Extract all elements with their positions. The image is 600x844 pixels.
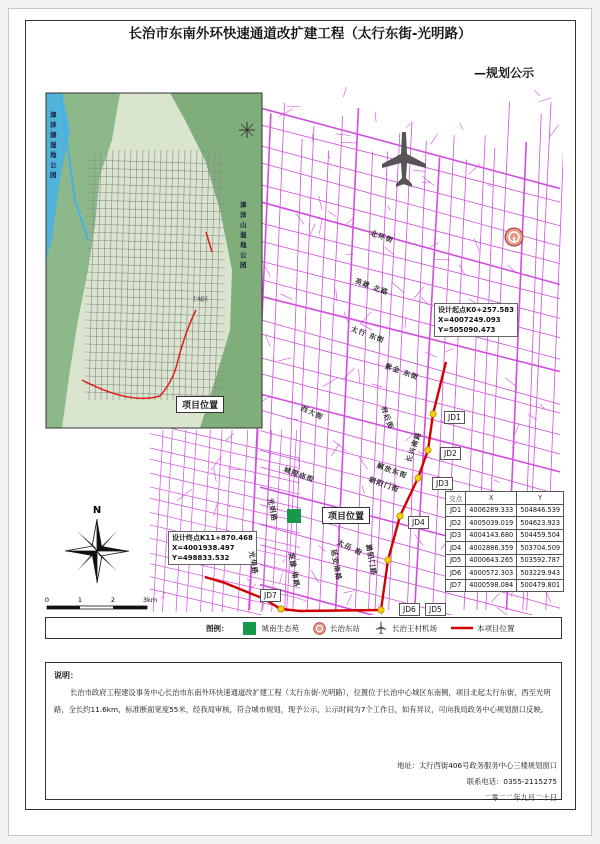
- table-cell: 4000643.265: [466, 554, 517, 567]
- inset-mountain-label: 漳泽山湿地公园: [240, 201, 247, 269]
- table-cell: 4002886.359: [466, 542, 517, 555]
- scale-label-1: 1: [77, 596, 83, 604]
- road-label: 西大街: [299, 404, 325, 422]
- table-cell: JD7: [446, 579, 466, 592]
- scale-label-0: 0: [44, 596, 50, 604]
- map-legend: [45, 617, 562, 639]
- table-cell: 4006289.333: [466, 504, 517, 517]
- airplane-icon: [374, 621, 388, 635]
- table-cell: 503229.943: [517, 567, 564, 580]
- project-location-tag: 项目位置: [322, 507, 370, 524]
- table-cell: JD2: [446, 517, 466, 530]
- scale-label-3: 3km: [142, 596, 158, 604]
- table-cell: JD4: [446, 542, 466, 555]
- table-cell: 504459.504: [517, 529, 564, 542]
- page-title: 长治市东南外环快速通道改扩建工程（太行东街-光明路）: [128, 26, 472, 42]
- inset-district-label: 主城区: [192, 297, 209, 303]
- inset-project-location-tag: 项目位置: [176, 396, 224, 413]
- notes-phone: 联系电话：0355-2115275: [466, 777, 557, 786]
- table-cell: JD1: [446, 504, 466, 517]
- notes-date: 二零二二年九月二十日: [484, 793, 557, 802]
- inset-compass-icon: [239, 122, 255, 138]
- road-label: 光华路: [246, 550, 260, 576]
- road-label: 朝阳门街: [367, 475, 401, 495]
- table-cell: 503592.787: [517, 554, 564, 567]
- jd6-label: JD6: [399, 603, 420, 616]
- jd-point: [430, 411, 436, 417]
- road-label: 英雄 南路: [286, 551, 301, 589]
- end-point-callout: 设计终点K11+870.468 X=4001938.497 Y=498833.532: [168, 531, 257, 565]
- col-header: Y: [517, 492, 564, 505]
- north-label: N: [92, 505, 102, 516]
- road-label: 延安南路: [329, 548, 343, 582]
- legend-item-route: 本项目位置: [451, 623, 515, 634]
- legend-title: 图例：: [206, 623, 229, 633]
- scale-bar: [47, 606, 147, 609]
- inset-wetland-label: 漳泽湖湿地公园: [50, 111, 57, 179]
- jd-point: [397, 513, 403, 519]
- table-cell: 4000572.303: [466, 567, 517, 580]
- table-row: [446, 579, 564, 592]
- road-label: 长兴南路: [404, 430, 424, 464]
- road-label: 潞阳门路: [364, 543, 378, 577]
- railway-station-icon: [313, 622, 326, 635]
- jd-point: [385, 557, 391, 563]
- table-cell: JD3: [446, 529, 466, 542]
- jd3-label: JD3: [432, 477, 453, 490]
- table-row: [446, 567, 564, 580]
- jd-point: [378, 607, 384, 613]
- legend-item-eco-park: 城南生态苑: [243, 622, 300, 635]
- page-subtitle: —规划公示: [473, 66, 534, 80]
- road-label: 光明路: [265, 497, 279, 523]
- table-cell: 504623.923: [517, 517, 564, 530]
- road-label: 太行 东街: [349, 325, 386, 345]
- jd-point: [415, 475, 421, 481]
- road-label: 府后街: [379, 405, 395, 431]
- road-label: 北环街: [369, 229, 395, 245]
- table-cell: 503704.509: [517, 542, 564, 555]
- table-row: [446, 542, 564, 555]
- notes-address: 地址：太行西街406号政务服务中心三楼规划窗口: [397, 761, 557, 770]
- jd2-label: JD2: [440, 447, 461, 460]
- start-point-callout: 设计起点K0+257.583 X=4007249.093 Y=505090.473: [434, 303, 518, 337]
- road-label: 紫金 东街: [383, 362, 420, 382]
- green-square-icon: [243, 622, 256, 635]
- road-label: 城隍庙街: [282, 465, 316, 485]
- table-cell: 4000598.084: [466, 579, 517, 592]
- jd-point: [425, 447, 431, 453]
- table-row: [446, 517, 564, 530]
- jd-point: [278, 606, 284, 612]
- railway-station-icon: [505, 228, 523, 246]
- table-row: [446, 554, 564, 567]
- legend-item-station: 长治东站: [313, 622, 360, 635]
- table-cell: 500479.801: [517, 579, 564, 592]
- table-cell: 4005039.019: [466, 517, 517, 530]
- table-cell: 4004143.680: [466, 529, 517, 542]
- inset-map: [46, 93, 262, 428]
- legend-item-airport: 长治王村机场: [374, 621, 437, 635]
- table-row: [446, 504, 564, 517]
- red-line-icon: [451, 625, 473, 631]
- road-label: 解放东街: [375, 461, 409, 481]
- jd1-label: JD1: [444, 411, 465, 424]
- road-label: 太岳 街: [335, 538, 364, 558]
- table-row: [446, 529, 564, 542]
- scale-label-2: 2: [110, 596, 116, 604]
- jd5-label: JD5: [425, 603, 446, 616]
- notes-heading: 说明：: [54, 671, 78, 680]
- col-header: X: [466, 492, 517, 505]
- table-cell: JD6: [446, 567, 466, 580]
- eco-park-marker: [287, 509, 301, 523]
- coordinate-table: [445, 491, 564, 592]
- col-header: 交点: [446, 492, 466, 505]
- table-cell: 504846.539: [517, 504, 564, 517]
- jd4-label: JD4: [408, 516, 429, 529]
- notes-panel: [45, 662, 562, 800]
- notes-body: 长治市政府工程建设事务中心长治市东南外环快速通道改扩建工程（太行东街-光明路），位置位于长治中心城区东南侧，项目北起太行东街，西至光明路，全长约11.6km，标准断面宽度55米，经我局审核，符合城市规划，现予公示，公示时间为7个工作日，如有异议，可向我局政务中心规划窗口反映。: [54, 688, 551, 714]
- jd7-label: JD7: [260, 589, 281, 602]
- table-cell: JD5: [446, 554, 466, 567]
- road-label: 英雄 北路: [353, 277, 390, 297]
